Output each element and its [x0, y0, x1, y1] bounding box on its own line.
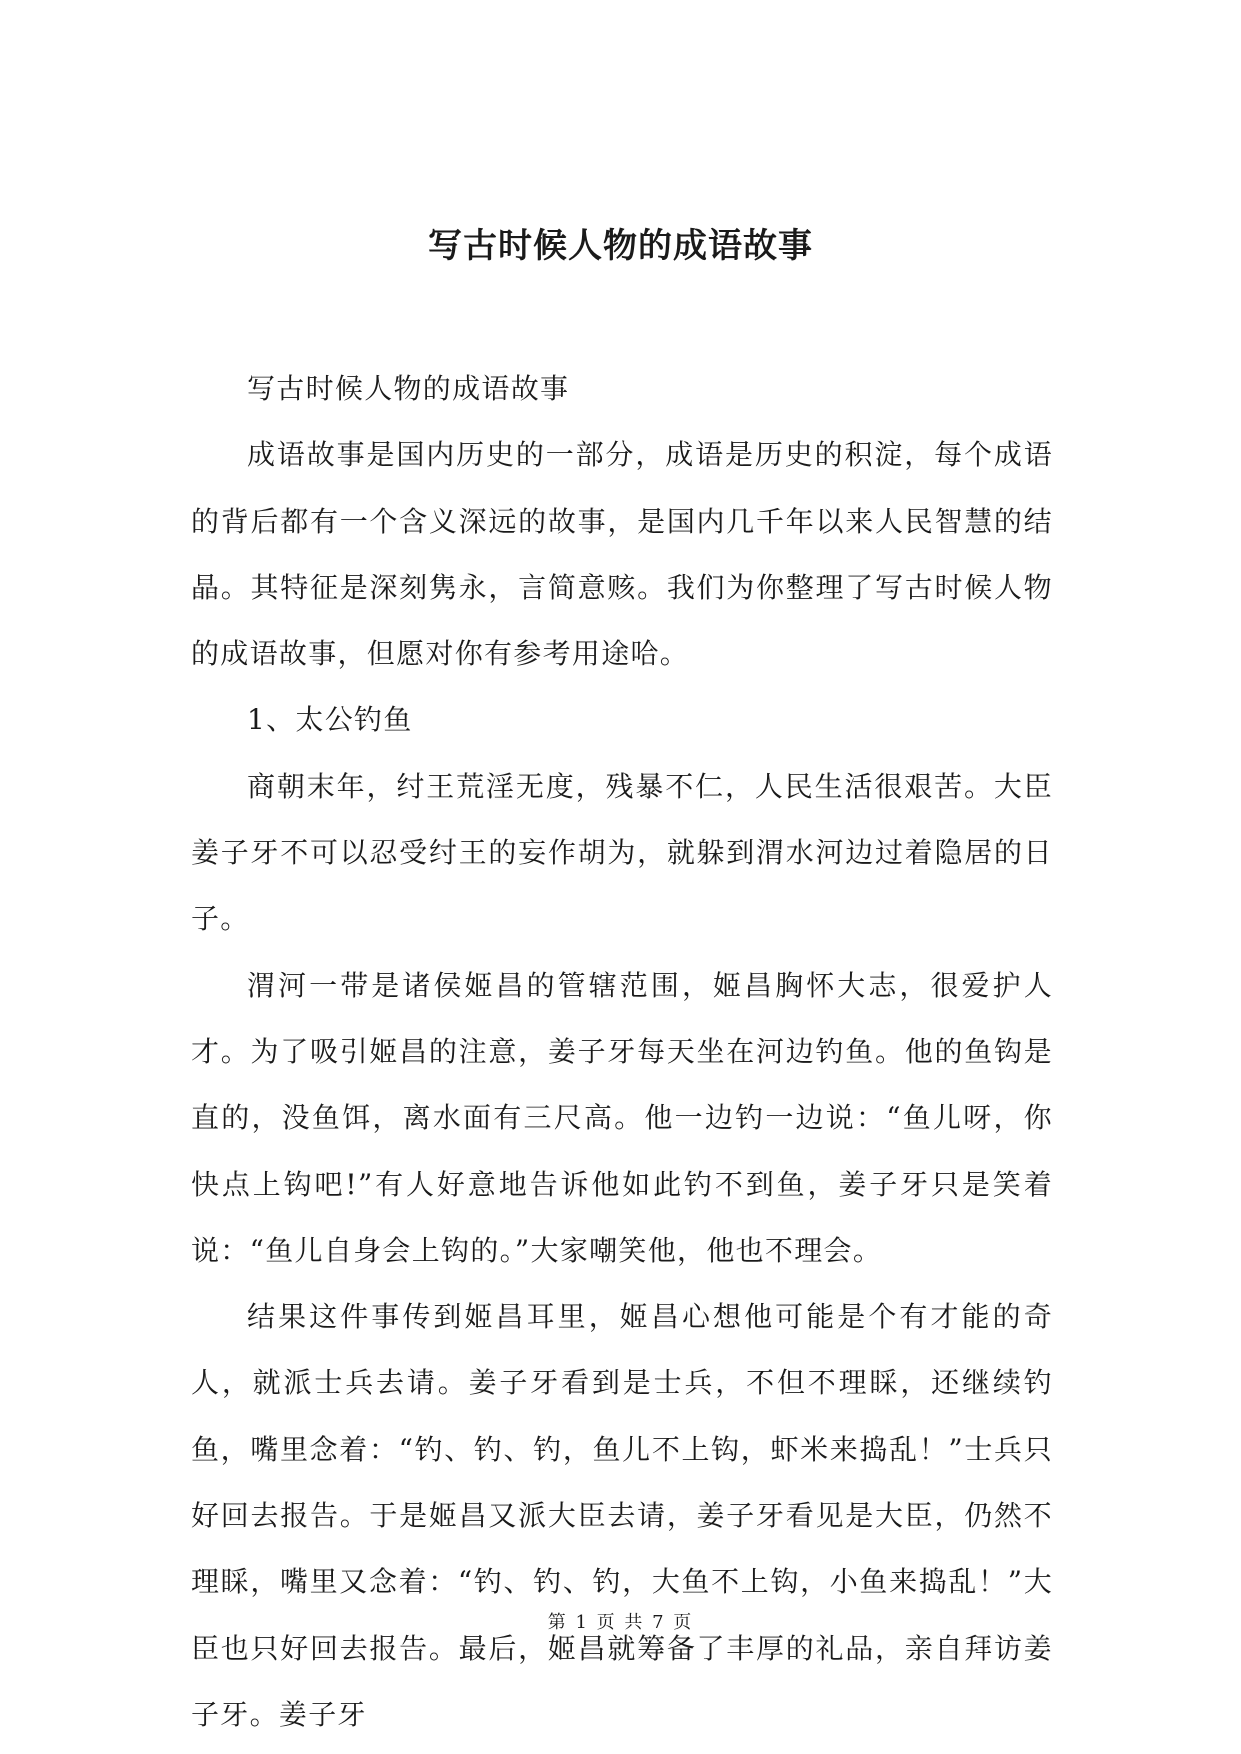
paragraph-heading: 写古时候人物的成语故事 — [247, 372, 570, 405]
page-number: 第 1 页 共 7 页 — [547, 1612, 694, 1633]
paragraph: 结果这件事传到姬昌耳里，姬昌心想他可能是个有才能的奇人，就派士兵去请。姜子牙看到是士兵，不但不理睬，还继续钓鱼，嘴里念着：“钓、钓、钓，鱼儿不上钩，虾米来捣乱！”士兵只好回去报告。于是姬昌又派大臣去请，姜子牙看见是大臣，仍然不理睬，嘴里又念着：“钓、钓、钓，大鱼不上钩，小鱼来捣乱！”大臣也只好回去报告。最后，姬昌就筹备了丰厚的礼品，亲自拜访姜子牙。姜子牙 — [191, 1300, 1053, 1731]
paragraph-intro: 成语故事是国内历史的一部分，成语是历史的积淀，每个成语的背后都有一个含义深远的故事，是国内几千年以来人民智慧的结晶。其特征是深刻隽永，言简意赅。我们为你整理了写古时候人物的成语故事，但愿对你有参考用途哈。 — [191, 438, 1053, 671]
paragraph: 商朝末年，纣王荒淫无度，残暴不仁，人民生活很艰苦。大臣姜子牙不可以忍受纣王的妄作胡为，就躲到渭水河边过着隐居的日子。 — [191, 769, 1053, 936]
section-heading: 1、太公钓鱼 — [247, 703, 413, 737]
document-body — [191, 356, 1053, 1748]
paragraph: 渭河一带是诸侯姬昌的管辖范围，姬昌胸怀大志，很爱护人才。为了吸引姬昌的注意，姜子牙每天坐在河边钓鱼。他的鱼钩是直的，没鱼饵，离水面有三尺高。他一边钓一边说：“鱼儿呀，你快点上钩吧!”有人好意地告诉他如此钓不到鱼，姜子牙只是笑着说：“鱼儿自身会上钩的。”大家嘲笑他，他也不理会。 — [191, 968, 1053, 1267]
document-title: 写古时候人物的成语故事 — [428, 226, 813, 266]
